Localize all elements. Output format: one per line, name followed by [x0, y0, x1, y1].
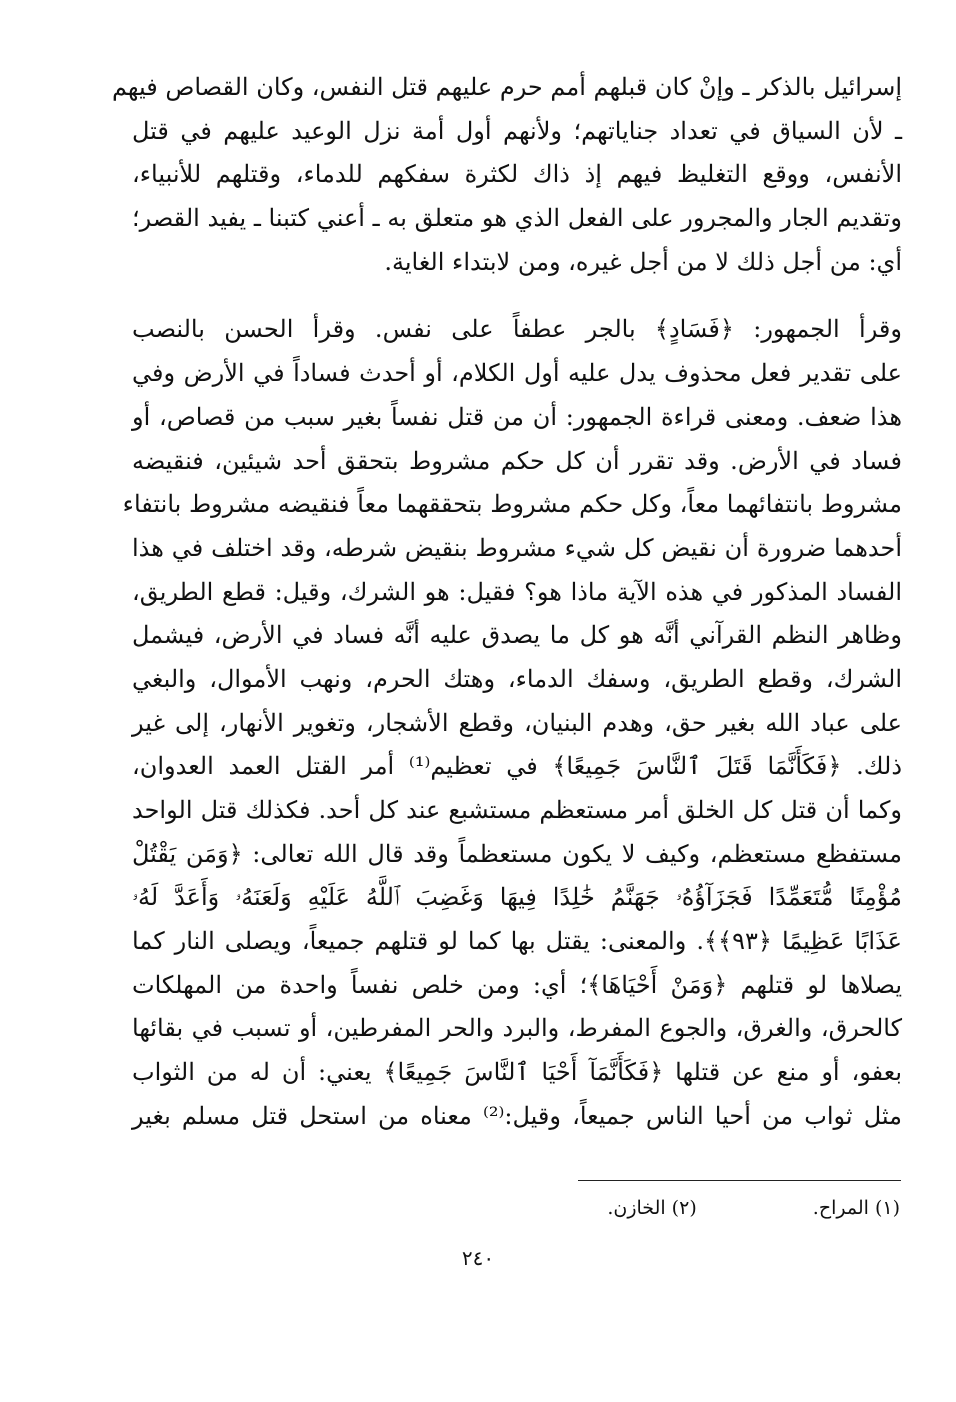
text-line: مُؤْمِنًا مُّتَعَمِّدًا فَجَزَآؤُهُۥ جَهَنَّمُ خَٰلِدًا فِيهَا وَغَضِبَ ٱللَّهُ عَلَيْهِ وَلَعَنَهُۥ وَأَعَدَّ لَهُۥ	[132, 883, 902, 912]
text-line: عَذَابًا عَظِيمًا ﴿٩٣﴾﴾. والمعنى: يقتل بها كما لو قتلهم جميعاً، ويصلى النار كما	[132, 927, 902, 956]
text-line: مثل ثواب من أحيا الناس جميعاً، وقيل:⁽²⁾ معناه من استحل قتل مسلم بغير	[132, 1101, 902, 1130]
text-line: الشرك، وقطع الطريق، وسفك الدماء، وهتك الحرم، ونهب الأموال، والبغي	[132, 664, 902, 693]
text-line: أحدهما ضرورة أن نقيض كل شيء مشروط بنقيض شرطه، وقد اختلف في هذا	[132, 533, 902, 562]
text-line: الأنفس، ووقع التغليظ فيهم إذ ذاك لكثرة سفكهم للدماء، وقتلهم للأنبياء،	[132, 160, 902, 189]
paragraph-1	[111, 66, 902, 284]
text-line: كالحرق، والغرق، والجوع المفرط، والبرد والحر المفرطين، أو تسبب في بقائها	[132, 1014, 902, 1043]
text-line: مستفظع مستعظم، وكيف لا يكون مستعظماً وقد قال الله تعالى: ﴿وَمَن يَقْتُلْ	[132, 839, 903, 868]
text-line: وتقديم الجار والمجرور على الفعل الذي هو متعلق به ـ أعني كتبنا ـ يفيد القصر؛	[132, 204, 902, 233]
footnote-1: (١) المراح.	[812, 1197, 900, 1219]
footnote-2: (٢) الخازن.	[607, 1197, 697, 1219]
text-line: وقرأ الجمهور: ﴿فَسَادٍ﴾ بالجر عطفاً على نفس. وقرأ الحسن بالنصب	[132, 315, 902, 344]
paragraph-gap	[132, 284, 902, 308]
text-line: ذلك. ﴿فَكَأَنَّمَا قَتَلَ ٱلنَّاسَ جَمِيعًا﴾ في تعظيم⁽¹⁾ أمر القتل العمد العدوان،	[132, 752, 903, 781]
footnotes	[300, 1190, 900, 1226]
text-line: هذا ضعف. ومعنى قراءة الجمهور: أن من قتل نفساً بغير سبب من قصاص، أو	[132, 402, 902, 431]
main-text	[111, 66, 903, 1139]
text-line: على عباد الله بغير حق، وهدم البنيان، وقطع الأشجار، وتغوير الأنهار، إلى غير	[132, 708, 902, 737]
text-line: مشروط بانتفائهما معاً، وكل حكم مشروط بتحققهما معاً فنقيضه مشروط بانتفاء	[122, 490, 902, 519]
text-line: ـ لأن السياق في تعداد جناياتهم؛ ولأنهم أول أمة نزل الوعيد عليهم في قتل	[132, 116, 902, 145]
text-line: إسرائيل بالذكر ـ وإنْ كان قبلهم أمم حرم عليهم قتل النفس، وكان القصاص فيهم	[111, 73, 902, 101]
paragraph-2	[122, 308, 903, 1138]
text-line: بعفو، أو منع عن قتلها ﴿فَكَأَنَّمَآ أَحْيَا ٱلنَّاسَ جَمِيعًا﴾ يعني: أن له من الثواب	[132, 1058, 902, 1087]
page-number: ٢٤٠	[461, 1246, 495, 1270]
text-line: أي: من أجل ذلك لا من أجل غيره، ومن لابتداء الغاية.	[384, 247, 902, 276]
text-line: الفساد المذكور في هذه الآية ماذا هو؟ فقيل: هو الشرك، وقيل: قطع الطريق،	[132, 577, 902, 606]
text-line: يصلاها لو قتلهم ﴿وَمَنْ أَحْيَاهَا﴾؛ أي: ومن خلص نفساً واحدة من المهلكات	[132, 970, 902, 999]
footnote-divider	[578, 1180, 901, 1181]
text-line: فساد في الأرض. وقد تقرر أن كل حكم مشروط بتحقق أحد شيئين، فنقيضه	[132, 446, 902, 475]
text-line: على تقدير فعل محذوف يدل عليه أول الكلام، أو أحدث فساداً في الأرض وفي	[132, 359, 902, 388]
text-line: وكما أن قتل كل الخلق أمر مستعظم مستشبع عند كل أحد. فكذلك قتل الواحد	[132, 796, 902, 824]
text-line: وظاهر النظم القرآني أنَّه هو كل ما يصدق عليه أنَّه فساد في الأرض، فيشمل	[132, 621, 902, 650]
